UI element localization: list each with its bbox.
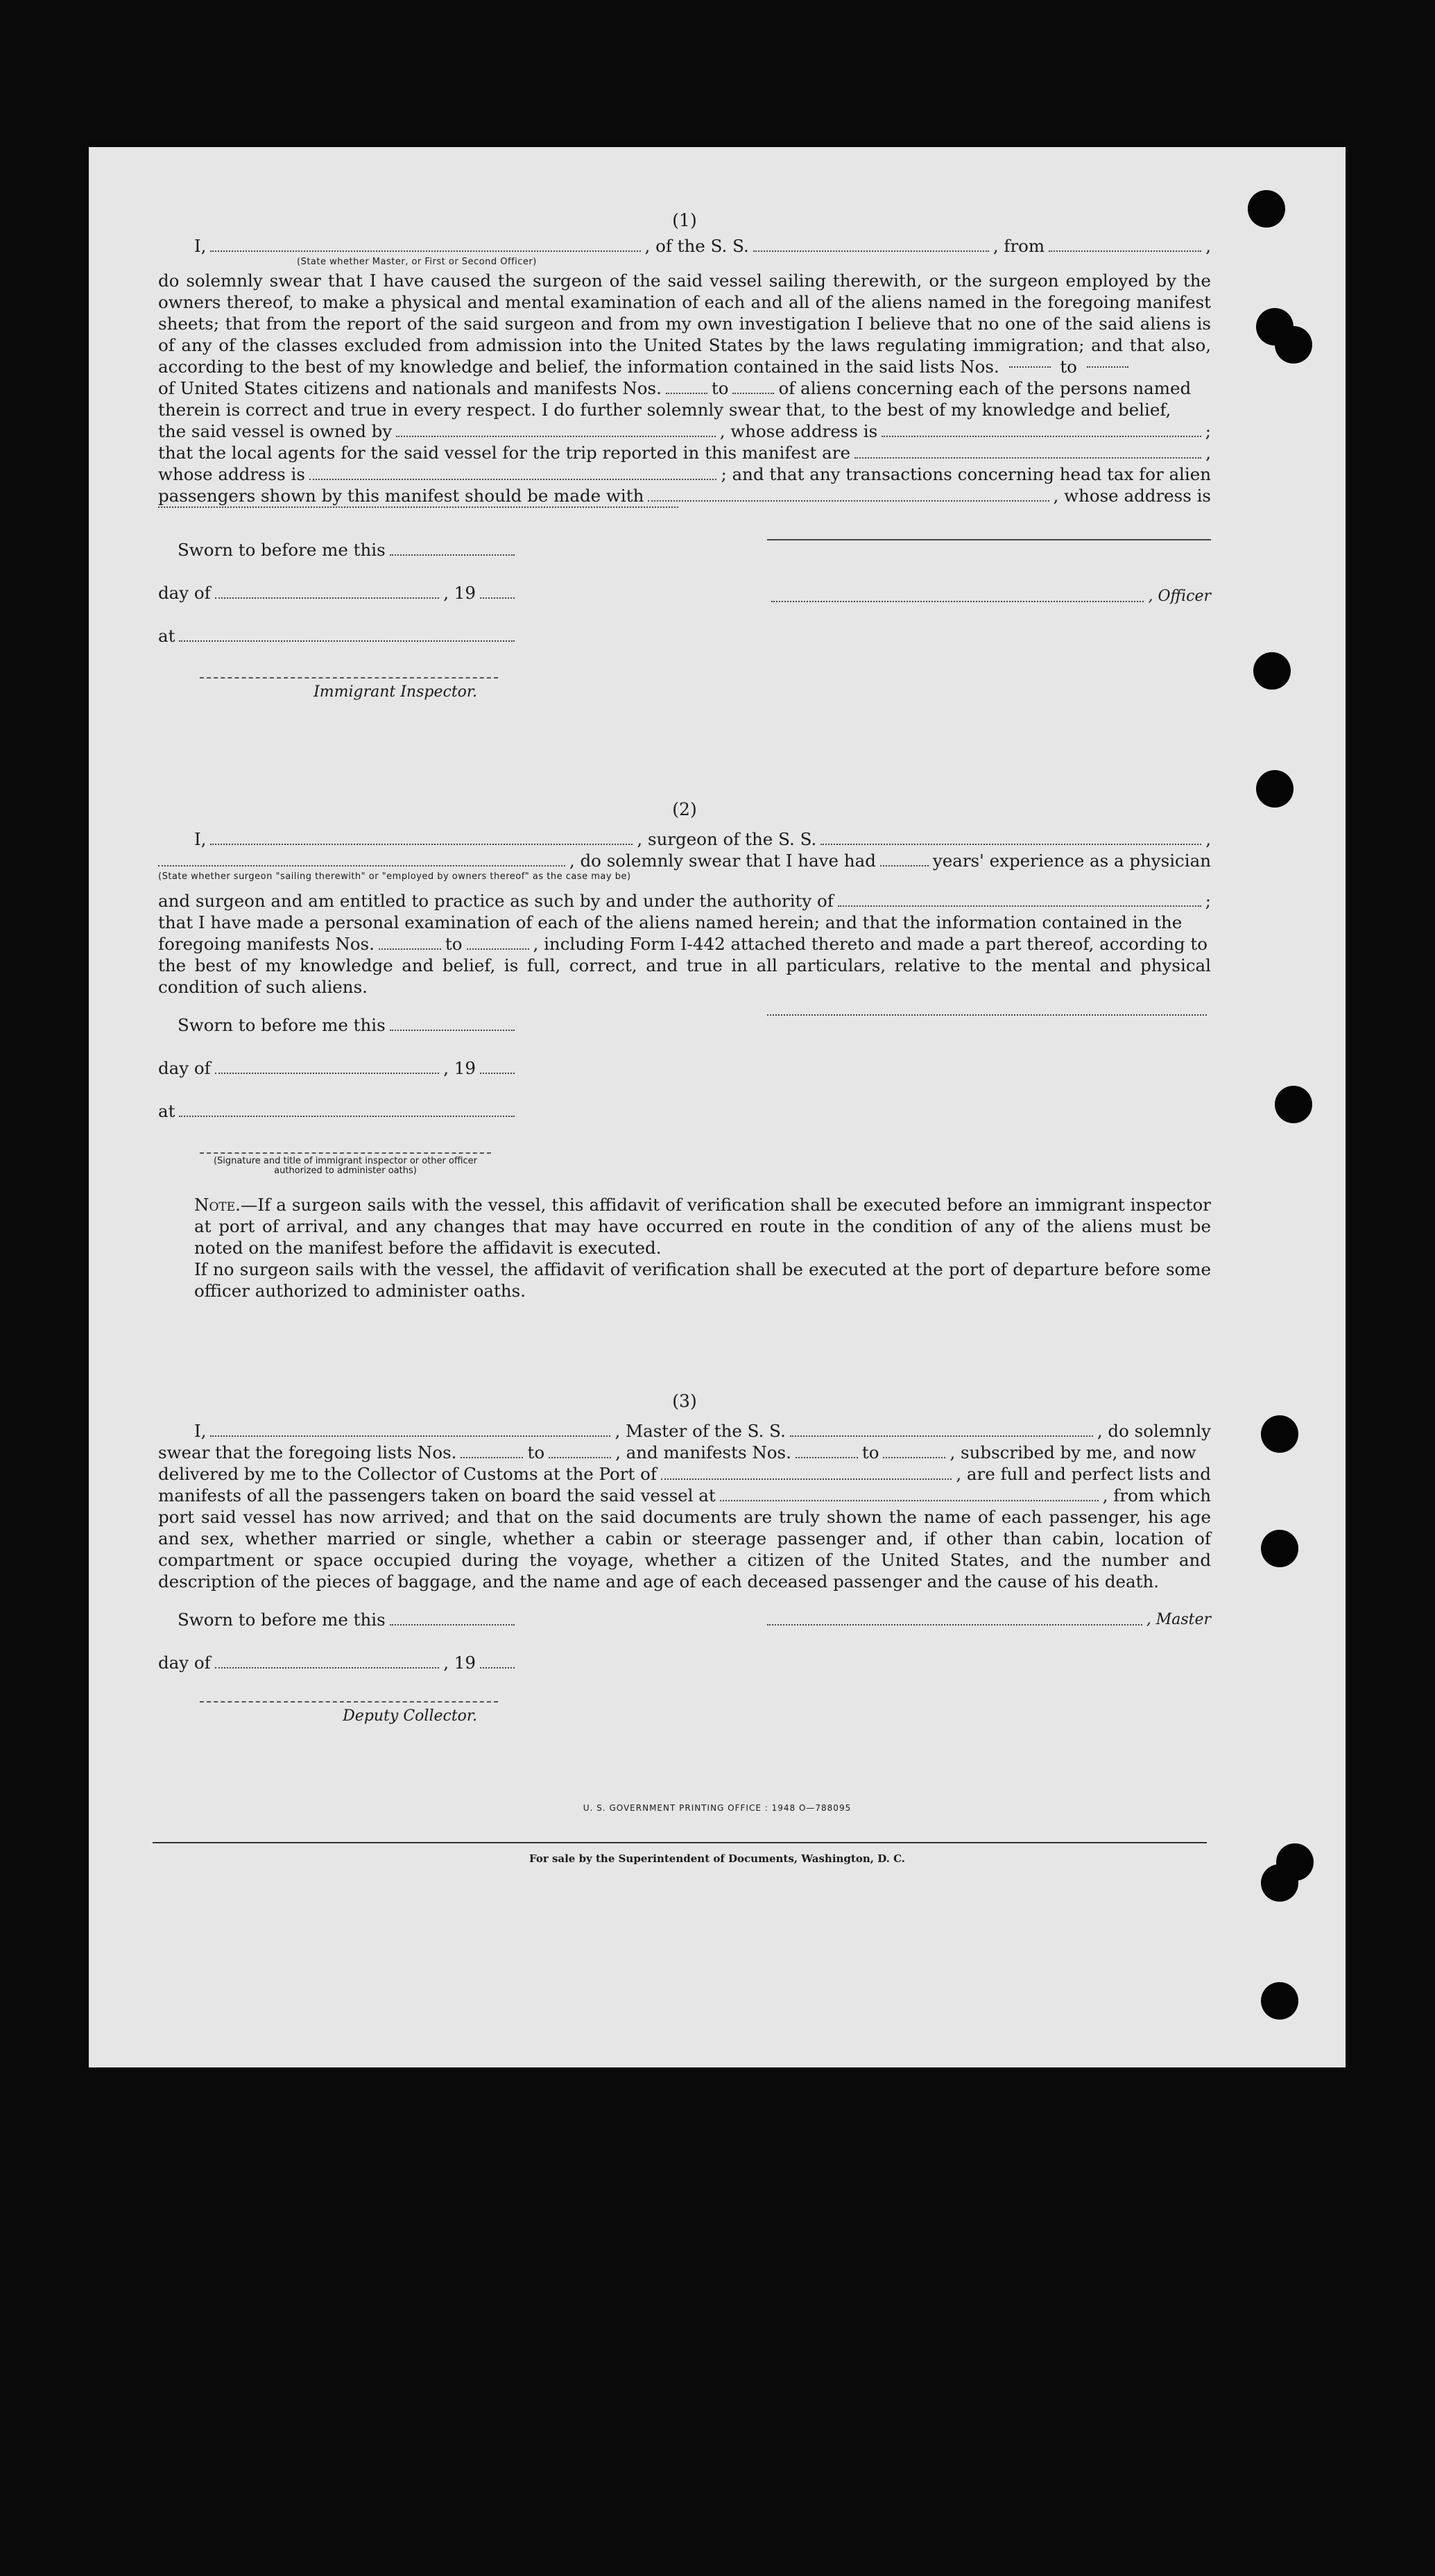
master-name-field[interactable] <box>210 1435 610 1437</box>
master-caption: , Master <box>1146 1611 1211 1628</box>
exam-text: that I have made a personal examination of each of the aliens named herein; and that the information contained in the <box>158 912 1183 932</box>
note-text: —If a surgeon sails with the vessel, this affidavit of verification shall be executed before an immigrant inspector at port of arrival, and any changes that may have occurred en route in the condition of any of the aliens must be noted on the manifest before the affidavit is executed. <box>194 1195 1211 1258</box>
head-tax-agent-field[interactable] <box>648 500 1049 502</box>
section-1 <box>158 210 1211 703</box>
of-ss-label: , of the S. S. <box>644 236 749 256</box>
sworn-line <box>158 1609 519 1630</box>
note-paragraph-2: If no surgeon sails with the vessel, the affidavit of verification shall be executed at the port of departure before some officer authorized to administer oaths. <box>194 1259 1211 1301</box>
at-line <box>158 625 519 647</box>
day-of-label: day of <box>158 1653 211 1673</box>
s1-subcaption: (State whether Master, or First or Second Officer) <box>297 257 537 267</box>
form-page <box>89 147 1346 2067</box>
s2-line-1 <box>158 828 1211 850</box>
punct: ; <box>1205 421 1211 441</box>
day-line <box>158 1057 519 1079</box>
s1-line-owned <box>158 420 1211 442</box>
surgeon-of-label: , surgeon of the S. S. <box>637 829 817 849</box>
authority-label: and surgeon and am entitled to practice as such by and under the authority of <box>158 891 834 911</box>
year-field[interactable] <box>480 1073 515 1074</box>
s1-para-1 <box>158 270 1211 377</box>
swear-label: , do solemnly swear that I have had <box>569 851 876 871</box>
agents-field[interactable] <box>854 457 1201 459</box>
list-no-from-field[interactable] <box>1009 366 1051 368</box>
s3-i-label: I, <box>194 1421 207 1441</box>
full-perfect-label: , are full and perfect lists and <box>956 1464 1211 1484</box>
s1-line-pass <box>158 485 1211 506</box>
s2-oath-block <box>158 1014 519 1176</box>
oath-officer-caption: (Signature and title of immigrant inspector or other officer authorized to administer oaths) <box>213 1156 478 1176</box>
s3-signature-block <box>158 1609 1211 1727</box>
agents-address-field[interactable] <box>309 479 717 480</box>
to-label: to <box>861 1442 879 1462</box>
month-field[interactable] <box>215 1073 439 1074</box>
head-tax-address-field[interactable] <box>158 506 678 508</box>
sworn-line <box>158 539 519 561</box>
s2-subcaption: (State whether surgeon "sailing therewith" or "employed by owners thereof" as the case may be) <box>158 871 631 882</box>
day-of-label: day of <box>158 583 211 603</box>
s3-para-rest: port said vessel has now arrived; and that on the said documents are truly shown the name of each passenger, his age and sex, whether married or single, whether a cabin or steerage passenger and, if other than cabin, location of compartment or space occupied during the voyage, whether a citizen of the United States, and the number and description of the pieces of baggage, and the name and age of each deceased passenger and the cause of his death. <box>158 1507 1211 1592</box>
s1-line-agents <box>158 442 1211 463</box>
note-paragraph <box>158 1194 1211 1259</box>
punch-hole <box>1261 1530 1298 1567</box>
s1-officer-block <box>767 539 1211 607</box>
inspector-sig <box>200 676 498 703</box>
whose-address-label: , whose address is <box>1053 486 1211 506</box>
s2-vessel-field[interactable] <box>820 844 1201 845</box>
master-sig-line <box>767 1609 1211 1630</box>
month-field[interactable] <box>215 1667 439 1669</box>
s2-surgeon-block <box>767 1014 1211 1021</box>
whose-address-label: whose address is <box>158 464 305 484</box>
punch-hole <box>1275 326 1312 364</box>
form-content <box>158 210 1211 1727</box>
whose-address-label: , whose address is <box>719 421 878 441</box>
s1-line-therein <box>158 399 1211 420</box>
s1-oath-block <box>158 539 519 703</box>
officer-caption: , Officer <box>1148 588 1211 605</box>
note-label: Note. <box>194 1195 241 1215</box>
s1-therein-text: therein is correct and true in every respect. I do further solemnly swear that, to the best of my knowledge and belief, <box>158 400 1171 420</box>
s2-line-2 <box>158 850 1211 871</box>
s3-list-from-field[interactable] <box>461 1457 523 1458</box>
sworn-label: Sworn to before me this <box>178 540 386 560</box>
s1-signature-block <box>158 539 1211 703</box>
punch-hole <box>1253 652 1291 690</box>
day-of-label: day of <box>158 1058 211 1078</box>
oath-officer-signature-line[interactable] <box>200 1151 491 1154</box>
at-label: at <box>158 626 175 646</box>
to-label: to <box>1060 357 1077 377</box>
from-port-field[interactable] <box>1049 250 1201 252</box>
collector-label: delivered by me to the Collector of Customs at the Port of <box>158 1464 657 1484</box>
inspector-signature-line[interactable] <box>200 676 498 679</box>
taken-on-board-label: manifests of all the passengers taken on board the said vessel at <box>158 1485 716 1505</box>
form-i442-text: , including Form I-442 attached thereto and made a part thereof, according to <box>533 934 1208 954</box>
s2-signature-block <box>158 1014 1211 1176</box>
authority-field[interactable] <box>838 905 1201 907</box>
section-number: (2) <box>672 799 697 819</box>
s3-master-block <box>767 1609 1211 1630</box>
manifests-label: , and manifests Nos. <box>615 1442 791 1462</box>
vessel-name-field[interactable] <box>753 250 989 252</box>
officer-line-1[interactable] <box>767 539 1211 540</box>
s1-i-label: I, <box>194 236 207 256</box>
s3-manifest-to-field[interactable] <box>883 1457 945 1458</box>
surgeon-status-field[interactable] <box>158 865 565 867</box>
surgeon-name-field[interactable] <box>210 844 633 845</box>
s3-manifest-from-field[interactable] <box>796 1457 858 1458</box>
place-field[interactable] <box>179 1116 515 1117</box>
officer-sig <box>200 1151 491 1176</box>
surgeon-signature-field[interactable] <box>767 1014 1207 1016</box>
s2-line-auth <box>158 890 1211 912</box>
gpo-imprint: U. S. GOVERNMENT PRINTING OFFICE : 1948 O—788095 <box>583 1803 852 1813</box>
s2-line-fm <box>158 933 1211 955</box>
footer-divider <box>153 1842 1207 1843</box>
s2-line-exam <box>158 912 1211 933</box>
surgeon-sig-line <box>767 1014 1211 1021</box>
s1-line-whose <box>158 463 1211 485</box>
master-signature-field[interactable] <box>767 1624 1142 1626</box>
s3-oath-block <box>158 1609 519 1727</box>
sworn-label: Sworn to before me this <box>178 1610 386 1630</box>
punch-hole <box>1261 1864 1298 1902</box>
s1-line-address <box>158 506 1211 513</box>
year-label: , 19 <box>443 1653 476 1673</box>
list-no-to-field[interactable] <box>1087 366 1128 368</box>
s2-manifest-from-field[interactable] <box>379 948 441 950</box>
collector-caption: Deputy Collector. <box>343 1707 477 1725</box>
year-label: , 19 <box>443 1058 476 1078</box>
punch-hole <box>1261 1415 1298 1453</box>
officer-signature-field[interactable] <box>771 601 1144 602</box>
sworn-line <box>158 1014 519 1036</box>
s3-line-3 <box>158 1463 1211 1485</box>
embark-port-field[interactable] <box>720 1500 1099 1501</box>
day-line <box>158 1652 519 1673</box>
sworn-date-field[interactable] <box>390 554 515 556</box>
from-label: , from <box>993 236 1045 256</box>
punct: , <box>1205 443 1211 463</box>
sworn-date-field[interactable] <box>390 1624 515 1626</box>
s2-para-rest: the best of my knowledge and belief, is full, correct, and true in all particulars, relative to the mental and physical condition of such aliens. <box>158 955 1211 997</box>
do-solemnly-label: , do solemnly <box>1097 1421 1212 1441</box>
foregoing-manifests-label: foregoing manifests Nos. <box>158 934 375 954</box>
sworn-label: Sworn to before me this <box>178 1015 386 1035</box>
section-3 <box>158 1390 1211 1727</box>
master-of-label: , Master of the S. S. <box>615 1421 786 1441</box>
head-tax-text: ; and that any transactions concerning head tax for alien <box>721 464 1211 484</box>
owner-address-field[interactable] <box>882 436 1201 437</box>
s2-i-label: I, <box>194 829 207 849</box>
s3-line-2 <box>158 1442 1211 1463</box>
at-label: at <box>158 1101 175 1121</box>
month-field[interactable] <box>215 597 439 599</box>
s2-manifest-to-field[interactable] <box>467 948 529 950</box>
s1-line-of <box>158 377 1211 399</box>
lists-label: swear that the foregoing lists Nos. <box>158 1442 457 1462</box>
s1-para-text: do solemnly swear that I have caused the surgeon of the said vessel sailing therewith, or the surgeon employed by the owners thereof, to make a physical and mental examination of each and all of the aliens named in the foregoing manifest sheets; that from the report of the said surgeon and from my own investigation I believe that no one of the said aliens is of any of the classes excluded from admission into the United States by the laws regulating immigration; and that also, according to the best of my knowledge and belief, the information contained in the said lists Nos. <box>158 271 1211 377</box>
day-line <box>158 582 519 604</box>
from-which-label: , from which <box>1102 1485 1211 1505</box>
year-field[interactable] <box>480 1667 515 1669</box>
years-experience-field[interactable] <box>880 865 929 867</box>
punch-hole <box>1256 770 1294 808</box>
port-field[interactable] <box>661 1478 952 1480</box>
s3-vessel-field[interactable] <box>790 1435 1093 1437</box>
punct: ; <box>1205 891 1211 911</box>
inspector-caption: Immigrant Inspector. <box>313 683 477 701</box>
s1-line-1 <box>158 235 1211 257</box>
punch-hole <box>1275 1086 1312 1123</box>
officer-top-line <box>767 539 1211 545</box>
to-label: to <box>711 378 729 398</box>
at-line <box>158 1100 519 1122</box>
subscribed-label: , subscribed by me, and now <box>949 1442 1196 1462</box>
s3-list-to-field[interactable] <box>549 1457 611 1458</box>
agents-label: that the local agents for the said vessel for the trip reported in this manifest are <box>158 443 850 463</box>
sworn-date-field[interactable] <box>390 1030 515 1031</box>
to-label: to <box>527 1442 545 1462</box>
to-label: to <box>445 934 463 954</box>
punch-hole <box>1248 190 1285 228</box>
collector-signature-line[interactable] <box>200 1700 498 1703</box>
rank-field[interactable] <box>210 250 640 252</box>
years-label: years' experience as a physician <box>932 851 1211 871</box>
place-field[interactable] <box>179 640 515 642</box>
s1-of-line-text: of United States citizens and nationals and manifests Nos. <box>158 378 662 398</box>
s3-line-4 <box>158 1485 1211 1506</box>
punct: , <box>1205 829 1212 849</box>
collector-sig <box>200 1700 498 1727</box>
section-number: (1) <box>672 210 697 230</box>
s1-of-aliens-text: of aliens concerning each of the persons named <box>778 378 1192 398</box>
owned-by-label: the said vessel is owned by <box>158 421 393 441</box>
punch-hole <box>1261 1982 1298 2020</box>
punct: , <box>1205 236 1211 256</box>
section-number: (3) <box>672 1391 697 1411</box>
manifest-no-to-field[interactable] <box>732 393 774 394</box>
sale-notice: For sale by the Superintendent of Documents, Washington, D. C. <box>529 1852 906 1865</box>
s3-line-1 <box>158 1420 1211 1442</box>
section-2 <box>158 799 1211 1302</box>
manifest-no-from-field[interactable] <box>666 393 707 394</box>
year-field[interactable] <box>480 597 515 599</box>
owner-field[interactable] <box>396 436 716 437</box>
year-label: , 19 <box>443 583 476 603</box>
officer-sig-line <box>767 586 1211 607</box>
passengers-label: passengers shown by this manifest should be made with <box>158 486 644 506</box>
